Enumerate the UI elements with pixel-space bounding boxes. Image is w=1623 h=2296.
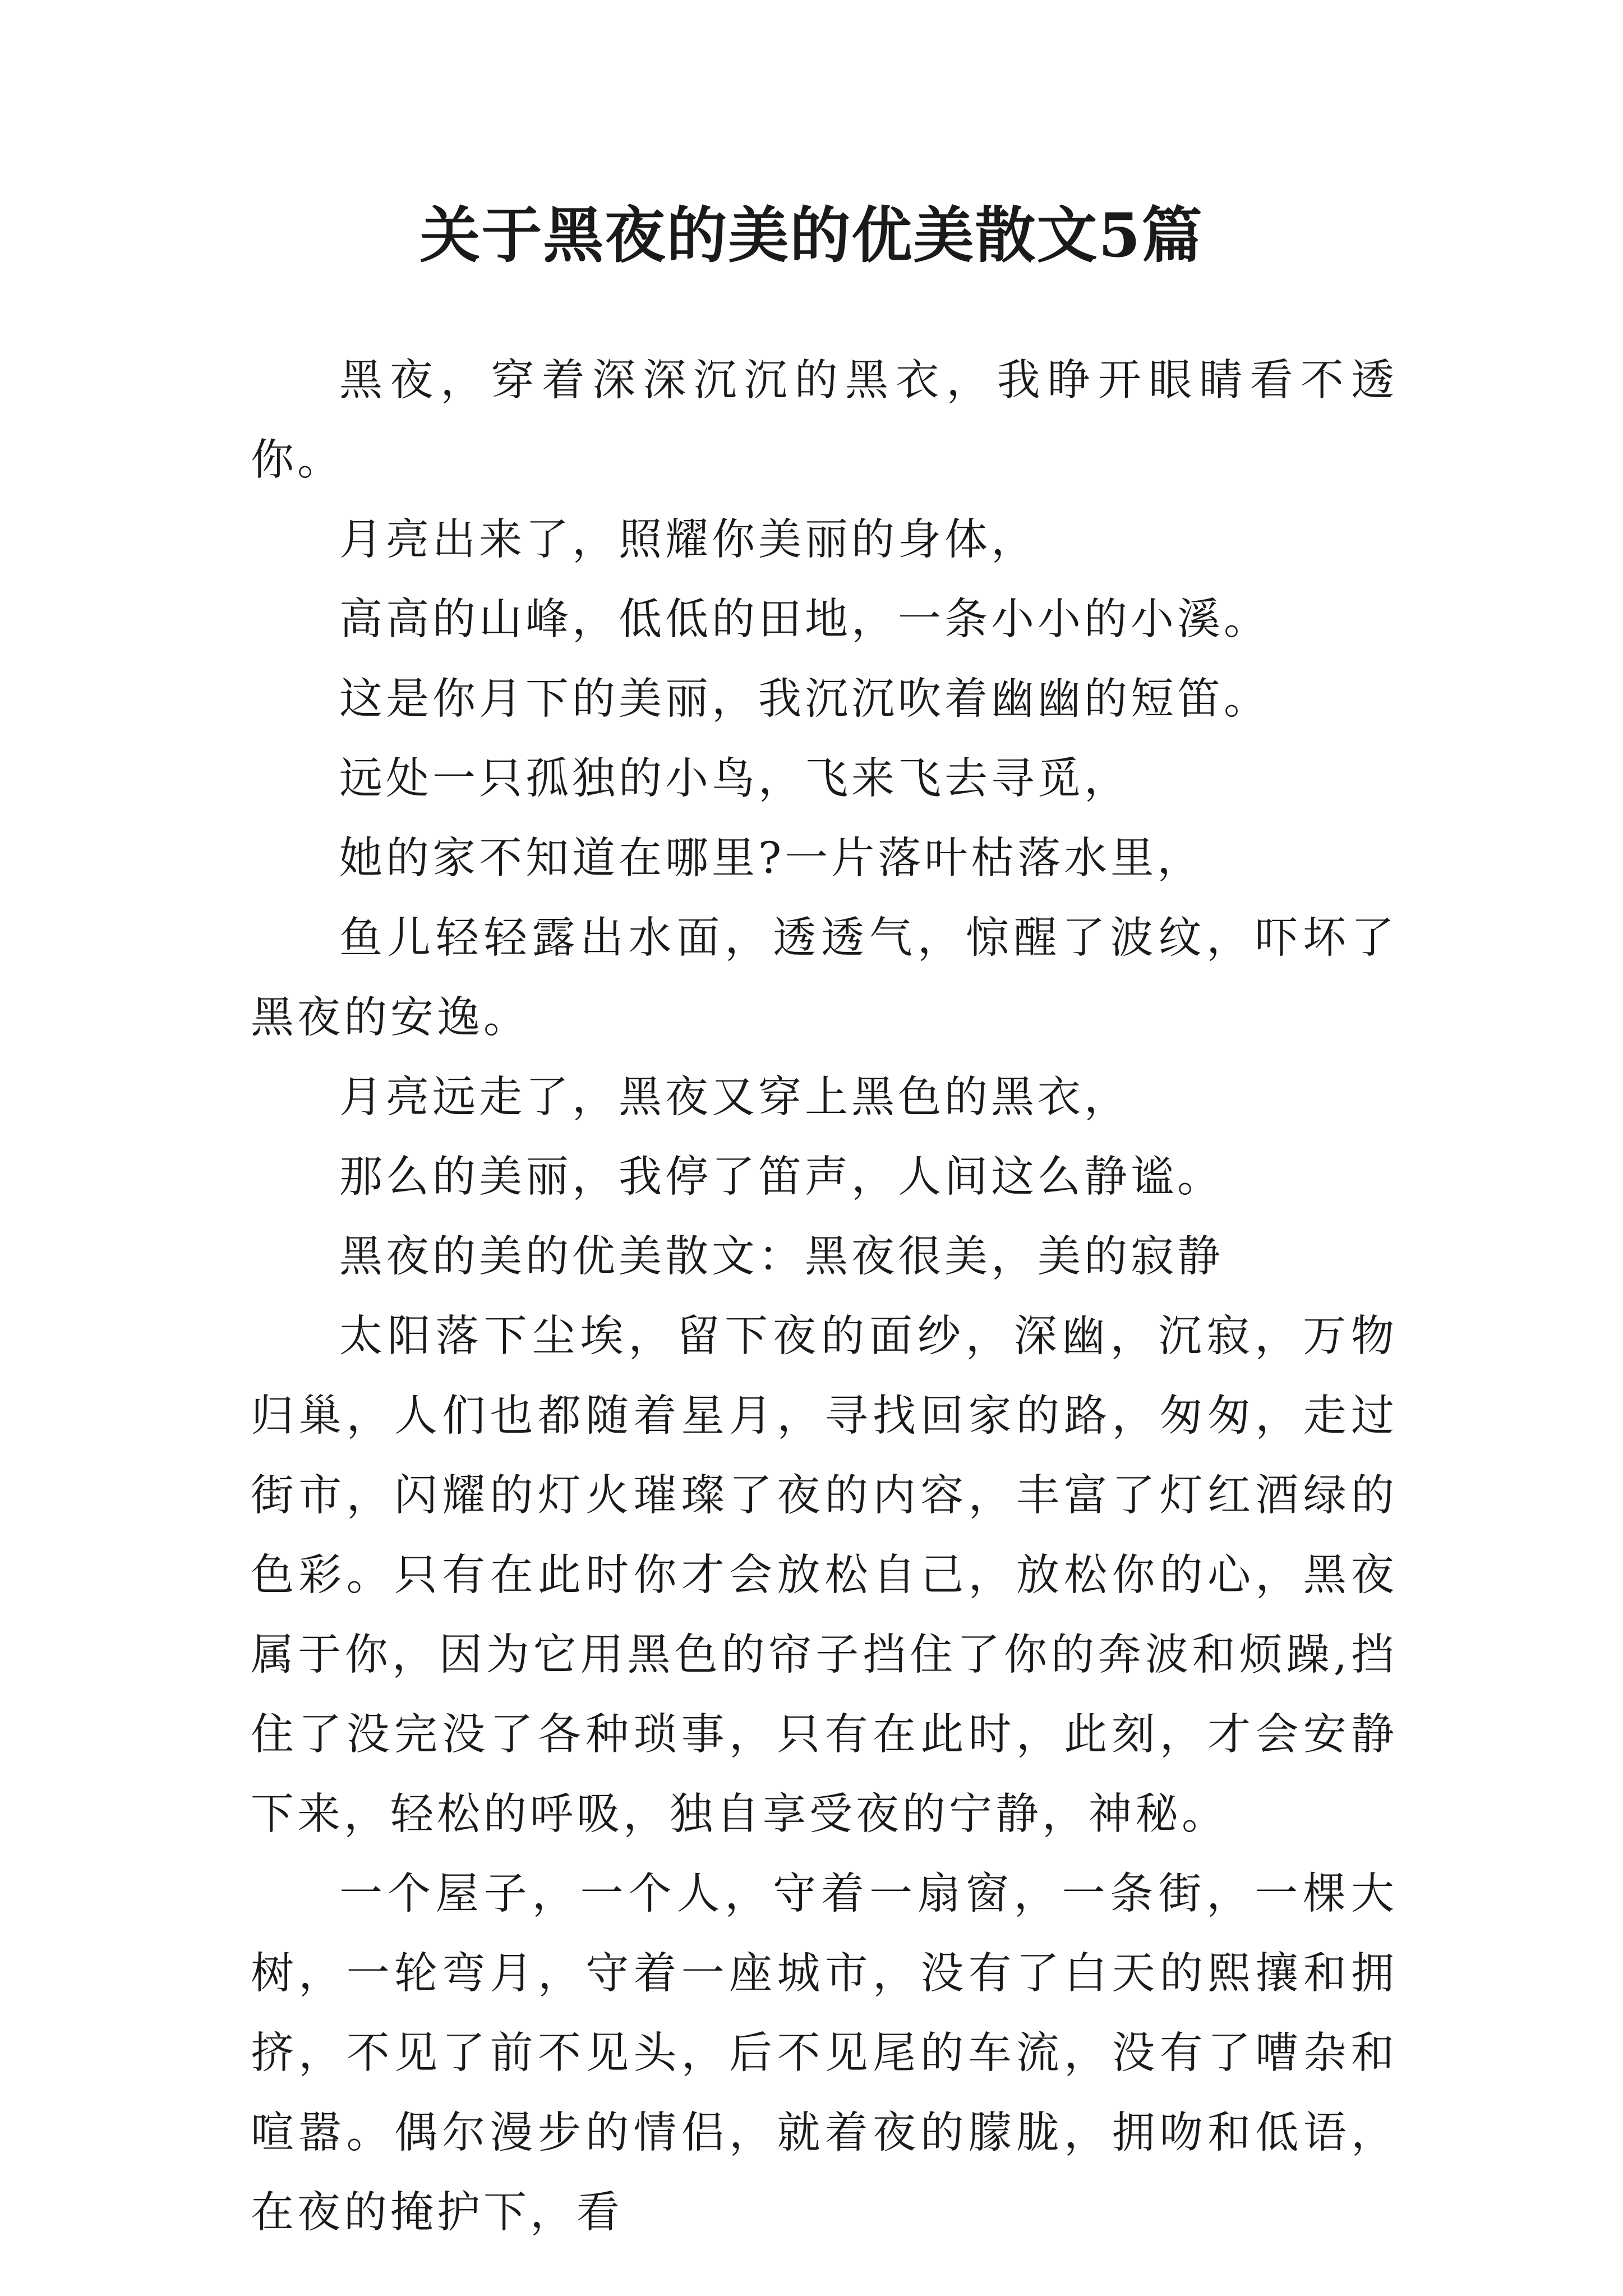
paragraph: 月亮远走了，黑夜又穿上黑色的黑衣， (339, 1073, 1131, 1122)
paragraph: 她的家不知道在哪里?一片落叶枯落水里， (339, 834, 1204, 884)
document-title: 关于黑夜的美的优美散文5篇 (419, 200, 1204, 271)
paragraph: 鱼儿轻轻露出水面，透透气，惊醒了波纹，吓坏了黑夜的安逸。 (251, 913, 1398, 1043)
paragraph: 高高的山峰，低低的田地，一条小小的小溪。 (339, 595, 1270, 645)
paragraph: 黑夜的美的优美散文：黑夜很美，美的寂静 (339, 1232, 1224, 1282)
paragraph: 那么的美丽，我停了笛声，人间这么静谧。 (339, 1152, 1224, 1202)
paragraph: 月亮出来了，照耀你美丽的身体， (339, 515, 1038, 565)
paragraph: 太阳落下尘埃，留下夜的面纱，深幽，沉寂，万物归巢，人们也都随着星月，寻找回家的路，匆匆，走过街市，闪耀的灯火璀璨了夜的内容，丰富了灯红酒绿的色彩。只有在此时你才会放松自己，放松你的心，黑夜属于你，因为它用黑色的帘子挡住了你的奔波和烦躁,挡住了没完没了各种琐事，只有在此时，此刻，才会安静下来，轻松的呼吸，独自享受夜的宁静，神秘。 (251, 1312, 1398, 1839)
document-body (251, 341, 1398, 2253)
paragraph: 一个屋子，一个人，守着一扇窗，一条街，一棵大树，一轮弯月，守着一座城市，没有了白天的熙攘和拥挤，不见了前不见头，后不见尾的车流，没有了嘈杂和喧嚣。偶尔漫步的情侣，就着夜的朦胧，拥吻和低语，在夜的掩护下，看 (251, 1869, 1398, 2238)
paragraph: 远处一只孤独的小鸟，飞来飞去寻觅， (339, 754, 1131, 804)
paragraph: 黑夜，穿着深深沉沉的黑衣，我睁开眼睛看不透你。 (251, 356, 1398, 485)
paragraph: 这是你月下的美丽，我沉沉吹着幽幽的短笛。 (339, 674, 1270, 724)
